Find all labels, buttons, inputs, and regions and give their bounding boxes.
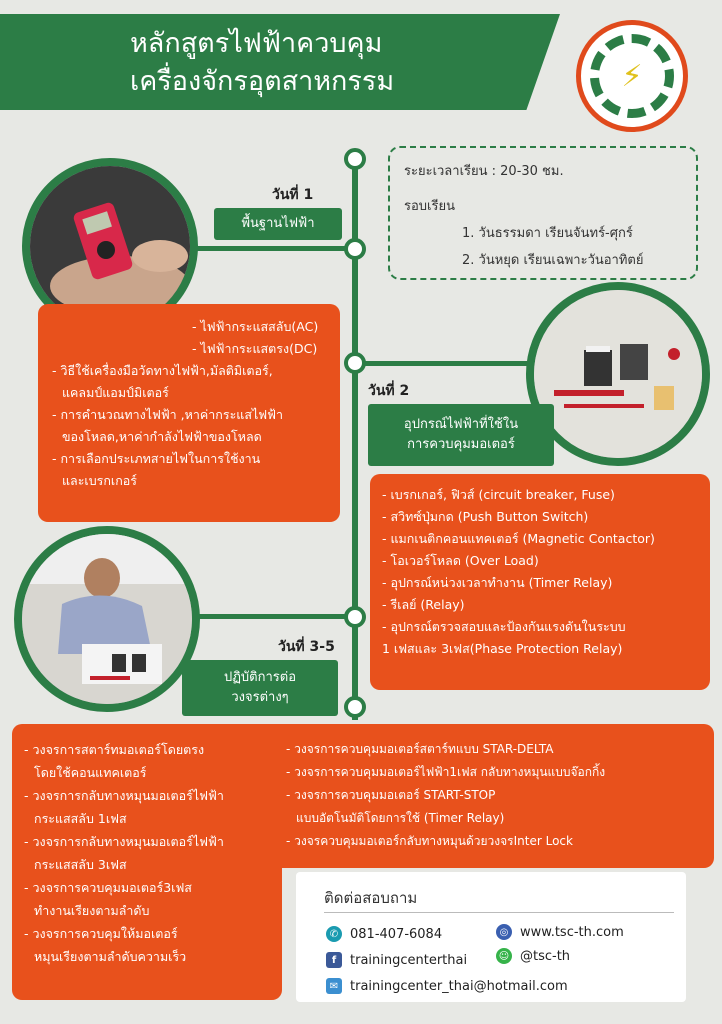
day2-topic-line2: การควบคุมมอเตอร์ bbox=[407, 437, 515, 452]
day1-topics-box bbox=[38, 304, 340, 522]
timeline-connector bbox=[186, 246, 346, 251]
list-item: - วงจรการควบคุมมอเตอร์3เฟส bbox=[24, 880, 192, 895]
timeline-connector bbox=[176, 614, 346, 619]
day1-label: วันที่ 1 bbox=[272, 187, 314, 203]
list-item: - วงจรการสตาร์ทมอเตอร์โดยตรง bbox=[24, 742, 205, 757]
list-item: หมุนเรียงตามลำดับความเร็ว bbox=[34, 949, 187, 964]
list-item: โดยใช้คอนแทคเตอร์ bbox=[34, 765, 147, 780]
day3-label: วันที่ 3-5 bbox=[278, 639, 335, 655]
web-icon: ◎ bbox=[496, 924, 512, 940]
school-logo bbox=[576, 20, 688, 132]
list-item: - การเลือกประเภทสายไฟในการใช้งาน bbox=[52, 451, 261, 466]
list-item: - วงจรควบคุมมอเตอร์กลับทางหมุนด้วยวงจรInter Lock bbox=[286, 834, 573, 848]
list-item: - ไฟฟ้ากระแสตรง(DC) bbox=[192, 341, 318, 356]
day3-topic-tag bbox=[182, 660, 338, 716]
facebook-contact[interactable] bbox=[326, 952, 467, 968]
day2-topics-box bbox=[370, 474, 710, 690]
facebook-icon: f bbox=[326, 952, 342, 968]
list-item: - วงจรการควบคุมมอเตอร์สตาร์ทแบบ STAR-DELTA bbox=[286, 742, 554, 756]
list-item: กระแสสลับ 3เฟส bbox=[34, 857, 127, 872]
list-item: - วงจรการกลับทางหมุนมอเตอร์ไฟฟ้า bbox=[24, 788, 224, 803]
list-item: 1 เฟสและ 3เฟส(Phase Protection Relay) bbox=[382, 641, 623, 656]
practice-photo bbox=[14, 526, 200, 712]
timeline-node bbox=[344, 352, 366, 374]
list-item: - วงจรการควบคุมมอเตอร์ START-STOP bbox=[286, 788, 496, 802]
line-icon: ☺ bbox=[496, 948, 512, 964]
page-title-line2: เครื่องจักรอุตสาหกรรม bbox=[130, 66, 395, 97]
day2-topic-tag bbox=[368, 404, 554, 466]
duration-text: ระยะเวลาเรียน : 20-30 ชม. bbox=[404, 164, 564, 179]
contact-heading: ติดต่อสอบถาม bbox=[324, 889, 418, 907]
contact-box bbox=[296, 872, 686, 1002]
list-item: - รีเลย์ (Relay) bbox=[382, 597, 465, 612]
list-item: แคลมป์แอมป์มิเตอร์ bbox=[62, 385, 169, 400]
list-item: - วงจรการควบคุมให้มอเตอร์ bbox=[24, 926, 178, 941]
rounds-label: รอบเรียน bbox=[404, 199, 455, 214]
round-item: 2. วันหยุด เรียนเฉพาะวันอาทิตย์ bbox=[462, 253, 644, 268]
day2-label: วันที่ 2 bbox=[368, 383, 410, 399]
timeline-node bbox=[344, 606, 366, 628]
list-item: กระแสสลับ 1เฟส bbox=[34, 811, 127, 826]
course-info-box bbox=[388, 146, 698, 280]
list-item: - วงจรการควบคุมมอเตอร์ไฟฟ้า1เฟส กลับทางหมุนแบบจ๊อกกิ้ง bbox=[286, 765, 606, 779]
day1-topic: พื้นฐานไฟฟ้า bbox=[241, 216, 315, 231]
line-contact[interactable] bbox=[496, 948, 570, 964]
divider bbox=[324, 912, 674, 913]
website-contact[interactable] bbox=[496, 924, 624, 940]
timeline-node bbox=[344, 696, 366, 718]
day3-left-list bbox=[24, 738, 224, 968]
phone-number: 081-407-6084 bbox=[350, 926, 443, 942]
page-title-line1: หลักสูตรไฟฟ้าควบคุม bbox=[130, 28, 383, 59]
day3-topic-line2: วงจรต่างๆ bbox=[231, 690, 289, 705]
list-item: - การคำนวณทางไฟฟ้า ,หาค่ากระแสไฟฟ้า bbox=[52, 407, 283, 422]
timeline-connector bbox=[364, 361, 534, 366]
list-item: - แมกเนติกคอนแทคเตอร์ (Magnetic Contactor) bbox=[382, 531, 655, 546]
list-item: - ไฟฟ้ากระแสสลับ(AC) bbox=[192, 319, 319, 334]
day2-topic-line1: อุปกรณ์ไฟฟ้าที่ใช้ใน bbox=[403, 417, 519, 432]
mail-icon: ✉ bbox=[326, 978, 342, 994]
round-item: 1. วันธรรมดา เรียนจันทร์-ศุกร์ bbox=[462, 226, 633, 241]
facebook-name[interactable]: trainingcenterthai bbox=[350, 952, 468, 968]
website-url[interactable]: www.tsc-th.com bbox=[520, 924, 624, 940]
email-contact[interactable] bbox=[326, 978, 568, 994]
list-item: - อุปกรณ์หน่วงเวลาทำงาน (Timer Relay) bbox=[382, 575, 613, 590]
email-address[interactable]: trainingcenter_thai@hotmail.com bbox=[350, 978, 568, 994]
phone-icon: ✆ bbox=[326, 926, 342, 942]
list-item: และเบรกเกอร์ bbox=[62, 473, 137, 488]
lightning-bolt-icon: ⚡ bbox=[621, 58, 643, 94]
list-item: - เบรกเกอร์, ฟิวส์ (circuit breaker, Fuse) bbox=[382, 487, 615, 502]
line-id[interactable]: @tsc-th bbox=[520, 948, 571, 964]
list-item: - โอเวอร์โหลด (Over Load) bbox=[382, 553, 539, 568]
day1-topic-tag bbox=[214, 208, 342, 240]
timeline-node bbox=[344, 148, 366, 170]
list-item: - อุปกรณ์ตรวจสอบและป้องกันแรงดันในระบบ bbox=[382, 619, 626, 634]
list-item: - วิธีใช้เครื่องมือวัดทางไฟฟ้า,มัลติมิเตอร์, bbox=[52, 363, 273, 378]
list-item: - สวิทซ์ปุ่มกด (Push Button Switch) bbox=[382, 509, 589, 524]
day3-topic-line1: ปฏิบัติการต่อ bbox=[223, 670, 297, 685]
list-item: ของโหลด,หาค่ากำลังไฟฟ้าของโหลด bbox=[62, 429, 262, 444]
list-item: แบบอัตโนมัติโดยการใช้ (Timer Relay) bbox=[296, 811, 505, 825]
list-item: ทำงานเรียงตามลำดับ bbox=[34, 903, 150, 918]
list-item: - วงจรการกลับทางหมุนมอเตอร์ไฟฟ้า bbox=[24, 834, 224, 849]
day3-right-list bbox=[286, 738, 605, 853]
phone-contact bbox=[326, 926, 442, 942]
timeline-node bbox=[344, 238, 366, 260]
